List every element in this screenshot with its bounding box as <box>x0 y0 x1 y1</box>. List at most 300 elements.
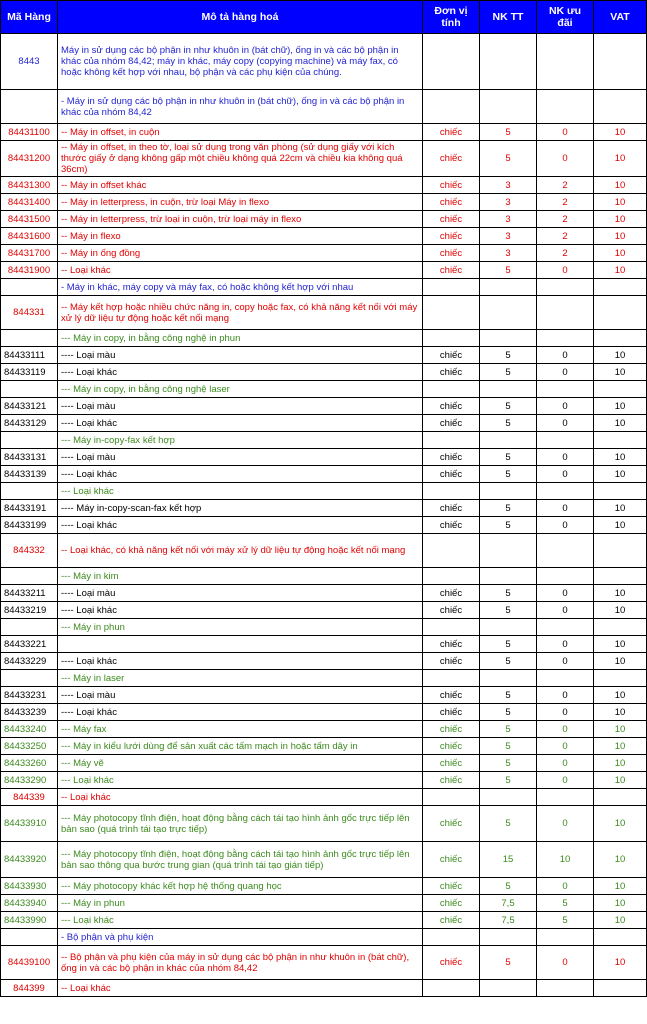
cell-nk-uu-dai: 2 <box>537 245 594 262</box>
cell-code: 84433239 <box>1 704 58 721</box>
cell-description: ---- Loại khác <box>58 364 423 381</box>
table-row <box>1 517 647 534</box>
cell-description: -- Máy in offset, in cuộn <box>58 124 423 141</box>
cell-code: 84433119 <box>1 364 58 381</box>
cell-description: -- Máy in letterpress, in cuộn, trừ loại Máy in flexo <box>58 194 423 211</box>
table-row <box>1 228 647 245</box>
cell-unit: chiếc <box>423 806 480 842</box>
table-row <box>1 141 647 177</box>
cell-unit: chiếc <box>423 500 480 517</box>
cell-description: ---- Loại khác <box>58 415 423 432</box>
cell-code: 84431400 <box>1 194 58 211</box>
cell-unit: chiếc <box>423 466 480 483</box>
cell-nk-uu-dai: 0 <box>537 946 594 980</box>
cell-nk-tt <box>480 483 537 500</box>
cell-code <box>1 432 58 449</box>
cell-vat <box>594 534 647 568</box>
cell-code <box>1 568 58 585</box>
cell-nk-tt: 5 <box>480 415 537 432</box>
cell-unit: chiếc <box>423 585 480 602</box>
cell-unit <box>423 296 480 330</box>
table-row <box>1 636 647 653</box>
cell-vat: 10 <box>594 721 647 738</box>
cell-nk-uu-dai <box>537 980 594 997</box>
cell-vat: 10 <box>594 364 647 381</box>
cell-code: 8443 <box>1 34 58 90</box>
cell-nk-tt: 5 <box>480 946 537 980</box>
cell-nk-uu-dai <box>537 619 594 636</box>
cell-description: ---- Loại màu <box>58 687 423 704</box>
cell-code: 84433111 <box>1 347 58 364</box>
cell-nk-uu-dai: 0 <box>537 466 594 483</box>
cell-vat <box>594 670 647 687</box>
cell-unit <box>423 980 480 997</box>
cell-unit <box>423 670 480 687</box>
cell-nk-tt <box>480 381 537 398</box>
cell-code: 84433940 <box>1 895 58 912</box>
cell-vat <box>594 929 647 946</box>
cell-unit <box>423 568 480 585</box>
cell-vat <box>594 90 647 124</box>
cell-nk-uu-dai <box>537 568 594 585</box>
table-row <box>1 619 647 636</box>
cell-code: 84431900 <box>1 262 58 279</box>
cell-code: 84433219 <box>1 602 58 619</box>
cell-description: -- Máy in ống đồng <box>58 245 423 262</box>
cell-description: -- Loại khác <box>58 980 423 997</box>
cell-code: 84433139 <box>1 466 58 483</box>
cell-nk-uu-dai: 2 <box>537 211 594 228</box>
cell-nk-tt <box>480 296 537 330</box>
cell-unit <box>423 432 480 449</box>
cell-unit: chiếc <box>423 415 480 432</box>
cell-description: --- Máy fax <box>58 721 423 738</box>
cell-unit: chiếc <box>423 602 480 619</box>
cell-description: --- Máy in-copy-fax kết hợp <box>58 432 423 449</box>
table-row <box>1 878 647 895</box>
cell-nk-uu-dai: 0 <box>537 449 594 466</box>
cell-code <box>1 381 58 398</box>
cell-nk-uu-dai: 0 <box>537 602 594 619</box>
table-row <box>1 381 647 398</box>
cell-nk-tt: 3 <box>480 194 537 211</box>
cell-unit: chiếc <box>423 347 480 364</box>
cell-nk-uu-dai: 10 <box>537 842 594 878</box>
cell-description: --- Loại khác <box>58 772 423 789</box>
cell-code: 84433260 <box>1 755 58 772</box>
cell-unit <box>423 34 480 90</box>
cell-nk-tt <box>480 330 537 347</box>
cell-vat: 10 <box>594 347 647 364</box>
cell-nk-uu-dai: 0 <box>537 141 594 177</box>
cell-code: 84433121 <box>1 398 58 415</box>
cell-vat: 10 <box>594 687 647 704</box>
cell-description: --- Máy in phun <box>58 619 423 636</box>
cell-unit: chiếc <box>423 364 480 381</box>
cell-vat: 10 <box>594 755 647 772</box>
cell-nk-tt: 5 <box>480 602 537 619</box>
table-row <box>1 330 647 347</box>
cell-description: ---- Loại khác <box>58 704 423 721</box>
cell-nk-tt: 5 <box>480 636 537 653</box>
cell-unit: chiếc <box>423 194 480 211</box>
cell-description: -- Máy kết hợp hoặc nhiều chức năng in, copy hoặc fax, có khả năng kết nối với máy xử lý dữ liệu tự động hoặc kết nối mạng <box>58 296 423 330</box>
cell-description: --- Máy in copy, in bằng công nghệ laser <box>58 381 423 398</box>
cell-description: ---- Máy in-copy-scan-fax kết hợp <box>58 500 423 517</box>
cell-nk-tt: 3 <box>480 177 537 194</box>
cell-code: 844332 <box>1 534 58 568</box>
cell-nk-uu-dai: 2 <box>537 194 594 211</box>
cell-nk-uu-dai <box>537 330 594 347</box>
cell-vat <box>594 789 647 806</box>
table-row <box>1 687 647 704</box>
table-row <box>1 245 647 262</box>
cell-vat <box>594 296 647 330</box>
cell-unit: chiếc <box>423 895 480 912</box>
cell-vat <box>594 619 647 636</box>
cell-nk-uu-dai: 2 <box>537 177 594 194</box>
cell-vat: 10 <box>594 636 647 653</box>
table-row <box>1 704 647 721</box>
cell-unit: chiếc <box>423 245 480 262</box>
table-row <box>1 483 647 500</box>
cell-nk-uu-dai: 0 <box>537 738 594 755</box>
cell-nk-tt: 5 <box>480 347 537 364</box>
table-row <box>1 500 647 517</box>
table-row <box>1 194 647 211</box>
cell-description: --- Máy in copy, in bằng công nghệ in phun <box>58 330 423 347</box>
table-row <box>1 721 647 738</box>
cell-vat <box>594 432 647 449</box>
table-row <box>1 466 647 483</box>
cell-nk-tt: 5 <box>480 364 537 381</box>
cell-vat <box>594 381 647 398</box>
table-row <box>1 432 647 449</box>
cell-code: 84433250 <box>1 738 58 755</box>
cell-unit <box>423 929 480 946</box>
cell-vat: 10 <box>594 124 647 141</box>
cell-code: 84433290 <box>1 772 58 789</box>
cell-code: 84431200 <box>1 141 58 177</box>
cell-nk-tt: 5 <box>480 806 537 842</box>
cell-code: 844331 <box>1 296 58 330</box>
cell-nk-uu-dai <box>537 296 594 330</box>
table-row <box>1 296 647 330</box>
table-row <box>1 806 647 842</box>
cell-vat: 10 <box>594 228 647 245</box>
cell-nk-tt: 5 <box>480 585 537 602</box>
table-row <box>1 670 647 687</box>
cell-code: 84431100 <box>1 124 58 141</box>
cell-code: 84433131 <box>1 449 58 466</box>
cell-nk-uu-dai: 0 <box>537 653 594 670</box>
cell-code <box>1 330 58 347</box>
cell-code: 84439100 <box>1 946 58 980</box>
cell-unit: chiếc <box>423 738 480 755</box>
cell-nk-tt <box>480 980 537 997</box>
cell-nk-uu-dai <box>537 279 594 296</box>
cell-nk-tt: 5 <box>480 772 537 789</box>
cell-nk-tt <box>480 90 537 124</box>
cell-nk-tt: 5 <box>480 653 537 670</box>
table-row <box>1 912 647 929</box>
cell-description: - Bộ phận và phụ kiện <box>58 929 423 946</box>
cell-nk-tt: 7,5 <box>480 895 537 912</box>
cell-vat: 10 <box>594 245 647 262</box>
cell-description: Máy in sử dụng các bộ phận in như khuôn in (bát chữ), ống in và các bộ phận in khác của nhóm 84,42; máy in khác, máy copy (copying machine) và máy fax, có hoặc không kết hợp với nhau, bộ phận và các phụ kiện của chúng. <box>58 34 423 90</box>
cell-description: --- Máy in phun <box>58 895 423 912</box>
cell-nk-uu-dai: 0 <box>537 721 594 738</box>
table-row <box>1 568 647 585</box>
cell-unit <box>423 534 480 568</box>
cell-description: -- Bộ phận và phụ kiện của máy in sử dụng các bộ phận in như khuôn in (bát chữ), ống in và các bộ phận in khác của nhóm 84,42 <box>58 946 423 980</box>
cell-nk-tt <box>480 619 537 636</box>
cell-vat <box>594 568 647 585</box>
cell-nk-tt: 5 <box>480 878 537 895</box>
cell-description: --- Máy photocopy tĩnh điện, hoạt động bằng cách tái tạo hình ảnh gốc trực tiếp lên bản sao thông qua bước trung gian (quá trình tái tạo gián tiếp) <box>58 842 423 878</box>
cell-nk-tt <box>480 34 537 90</box>
cell-nk-uu-dai: 0 <box>537 755 594 772</box>
cell-description: --- Máy photocopy tĩnh điện, hoạt động bằng cách tái tạo hình ảnh gốc trực tiếp lên bản sao (quá trình tái tạo trực tiếp) <box>58 806 423 842</box>
cell-description: -- Máy in letterpress, trừ loại in cuộn, trừ loại máy in flexo <box>58 211 423 228</box>
header-nk-uu-dai: NK ưu đãi <box>537 1 594 34</box>
cell-description: ---- Loại khác <box>58 602 423 619</box>
cell-unit <box>423 90 480 124</box>
table-row <box>1 347 647 364</box>
cell-vat: 10 <box>594 704 647 721</box>
cell-nk-uu-dai: 0 <box>537 878 594 895</box>
cell-nk-tt: 5 <box>480 398 537 415</box>
cell-nk-uu-dai <box>537 929 594 946</box>
cell-code <box>1 619 58 636</box>
cell-nk-uu-dai <box>537 789 594 806</box>
cell-nk-uu-dai <box>537 483 594 500</box>
cell-nk-tt: 5 <box>480 466 537 483</box>
cell-nk-tt: 5 <box>480 124 537 141</box>
cell-vat <box>594 34 647 90</box>
cell-vat <box>594 330 647 347</box>
header-row <box>1 1 647 34</box>
cell-vat: 10 <box>594 602 647 619</box>
cell-vat: 10 <box>594 177 647 194</box>
cell-nk-tt: 5 <box>480 517 537 534</box>
table-row <box>1 585 647 602</box>
cell-description: --- Máy photocopy khác kết hợp hệ thống quang học <box>58 878 423 895</box>
cell-nk-uu-dai: 0 <box>537 517 594 534</box>
cell-nk-uu-dai: 0 <box>537 806 594 842</box>
table-row <box>1 211 647 228</box>
cell-code: 84433211 <box>1 585 58 602</box>
cell-code: 84431600 <box>1 228 58 245</box>
cell-vat: 10 <box>594 141 647 177</box>
cell-vat: 10 <box>594 194 647 211</box>
table-row <box>1 772 647 789</box>
cell-description: -- Loại khác <box>58 789 423 806</box>
table-row <box>1 124 647 141</box>
cell-vat: 10 <box>594 738 647 755</box>
cell-code: 844339 <box>1 789 58 806</box>
cell-description: -- Máy in offset khác <box>58 177 423 194</box>
table-row <box>1 534 647 568</box>
cell-vat <box>594 279 647 296</box>
cell-nk-uu-dai: 0 <box>537 398 594 415</box>
cell-unit: chiếc <box>423 842 480 878</box>
cell-unit: chiếc <box>423 653 480 670</box>
header-unit: Đơn vị tính <box>423 1 480 34</box>
cell-nk-tt: 5 <box>480 704 537 721</box>
cell-nk-tt <box>480 568 537 585</box>
cell-code: 84431300 <box>1 177 58 194</box>
cell-unit <box>423 330 480 347</box>
cell-vat: 10 <box>594 211 647 228</box>
cell-code: 84431500 <box>1 211 58 228</box>
table-row <box>1 177 647 194</box>
cell-description: - Máy in khác, máy copy và máy fax, có hoặc không kết hợp với nhau <box>58 279 423 296</box>
cell-nk-uu-dai <box>537 381 594 398</box>
cell-nk-uu-dai: 0 <box>537 347 594 364</box>
table-row <box>1 602 647 619</box>
table-row <box>1 842 647 878</box>
cell-unit: chiếc <box>423 398 480 415</box>
cell-nk-uu-dai <box>537 90 594 124</box>
cell-nk-tt: 7,5 <box>480 912 537 929</box>
cell-vat: 10 <box>594 772 647 789</box>
table-row <box>1 755 647 772</box>
cell-code: 84431700 <box>1 245 58 262</box>
cell-nk-uu-dai: 2 <box>537 228 594 245</box>
cell-nk-tt: 3 <box>480 245 537 262</box>
cell-unit: chiếc <box>423 228 480 245</box>
cell-code: 84433990 <box>1 912 58 929</box>
cell-description: --- Máy vẽ <box>58 755 423 772</box>
cell-vat: 10 <box>594 466 647 483</box>
cell-unit: chiếc <box>423 124 480 141</box>
cell-description: --- Máy in laser <box>58 670 423 687</box>
table-row <box>1 929 647 946</box>
cell-nk-tt <box>480 432 537 449</box>
cell-unit: chiếc <box>423 721 480 738</box>
table-row <box>1 262 647 279</box>
cell-code: 84433229 <box>1 653 58 670</box>
cell-nk-uu-dai <box>537 432 594 449</box>
table-row <box>1 90 647 124</box>
cell-nk-tt: 15 <box>480 842 537 878</box>
cell-description: -- Loại khác, có khả năng kết nối với máy xử lý dữ liệu tự động hoặc kết nối mạng <box>58 534 423 568</box>
cell-code: 84433910 <box>1 806 58 842</box>
cell-unit: chiếc <box>423 636 480 653</box>
cell-code: 84433129 <box>1 415 58 432</box>
cell-description: -- Máy in offset, in theo tờ, loại sử dụng trong văn phòng (sử dụng giấy với kích thước giấy ở dạng không gấp một chiều không quá 22cm và chiều kia không quá 36cm) <box>58 141 423 177</box>
cell-unit: chiếc <box>423 262 480 279</box>
cell-unit <box>423 619 480 636</box>
cell-vat: 10 <box>594 585 647 602</box>
cell-unit: chiếc <box>423 141 480 177</box>
cell-nk-uu-dai: 0 <box>537 585 594 602</box>
cell-code: 84433240 <box>1 721 58 738</box>
cell-nk-tt: 5 <box>480 262 537 279</box>
header-code: Mã Hàng <box>1 1 58 34</box>
cell-vat: 10 <box>594 878 647 895</box>
cell-description: -- Máy in flexo <box>58 228 423 245</box>
cell-unit <box>423 279 480 296</box>
cell-nk-tt <box>480 279 537 296</box>
cell-description: --- Loại khác <box>58 483 423 500</box>
cell-description: ---- Loại khác <box>58 466 423 483</box>
cell-code <box>1 483 58 500</box>
cell-unit <box>423 789 480 806</box>
cell-unit: chiếc <box>423 704 480 721</box>
cell-unit <box>423 483 480 500</box>
cell-description: --- Loại khác <box>58 912 423 929</box>
cell-description: --- Máy in kiểu lưới dùng để sản xuất các tấm mạch in hoặc tấm dây in <box>58 738 423 755</box>
cell-nk-uu-dai <box>537 34 594 90</box>
cell-code <box>1 670 58 687</box>
cell-vat: 10 <box>594 842 647 878</box>
cell-vat: 10 <box>594 500 647 517</box>
cell-unit: chiếc <box>423 946 480 980</box>
cell-vat: 10 <box>594 912 647 929</box>
cell-nk-tt: 5 <box>480 449 537 466</box>
table-row <box>1 946 647 980</box>
cell-description <box>58 636 423 653</box>
cell-unit <box>423 381 480 398</box>
cell-nk-uu-dai: 0 <box>537 415 594 432</box>
cell-unit: chiếc <box>423 177 480 194</box>
table-row <box>1 34 647 90</box>
cell-nk-uu-dai: 0 <box>537 262 594 279</box>
cell-nk-tt: 3 <box>480 211 537 228</box>
cell-code <box>1 90 58 124</box>
header-description: Mô tả hàng hoá <box>58 1 423 34</box>
table-row <box>1 980 647 997</box>
cell-description: ---- Loại khác <box>58 653 423 670</box>
table-row <box>1 279 647 296</box>
cell-vat: 10 <box>594 415 647 432</box>
cell-nk-uu-dai <box>537 534 594 568</box>
cell-description: ---- Loại màu <box>58 347 423 364</box>
cell-code: 84433920 <box>1 842 58 878</box>
cell-code: 84433191 <box>1 500 58 517</box>
table-row <box>1 415 647 432</box>
cell-unit: chiếc <box>423 912 480 929</box>
cell-nk-tt <box>480 789 537 806</box>
cell-nk-tt: 5 <box>480 141 537 177</box>
table-row <box>1 653 647 670</box>
cell-nk-tt: 5 <box>480 500 537 517</box>
cell-nk-uu-dai: 5 <box>537 895 594 912</box>
cell-vat: 10 <box>594 262 647 279</box>
cell-nk-uu-dai: 0 <box>537 687 594 704</box>
cell-vat <box>594 483 647 500</box>
cell-vat: 10 <box>594 946 647 980</box>
cell-description: ---- Loại màu <box>58 449 423 466</box>
cell-nk-uu-dai: 5 <box>537 912 594 929</box>
cell-code: 844399 <box>1 980 58 997</box>
cell-nk-uu-dai: 0 <box>537 704 594 721</box>
header-vat: VAT <box>594 1 647 34</box>
cell-code: 84433930 <box>1 878 58 895</box>
cell-nk-tt: 5 <box>480 721 537 738</box>
cell-nk-uu-dai: 0 <box>537 636 594 653</box>
cell-nk-uu-dai: 0 <box>537 364 594 381</box>
cell-nk-tt <box>480 670 537 687</box>
cell-nk-tt: 5 <box>480 755 537 772</box>
cell-code: 84433199 <box>1 517 58 534</box>
table-row <box>1 364 647 381</box>
cell-unit: chiếc <box>423 687 480 704</box>
table-row <box>1 789 647 806</box>
cell-unit: chiếc <box>423 878 480 895</box>
